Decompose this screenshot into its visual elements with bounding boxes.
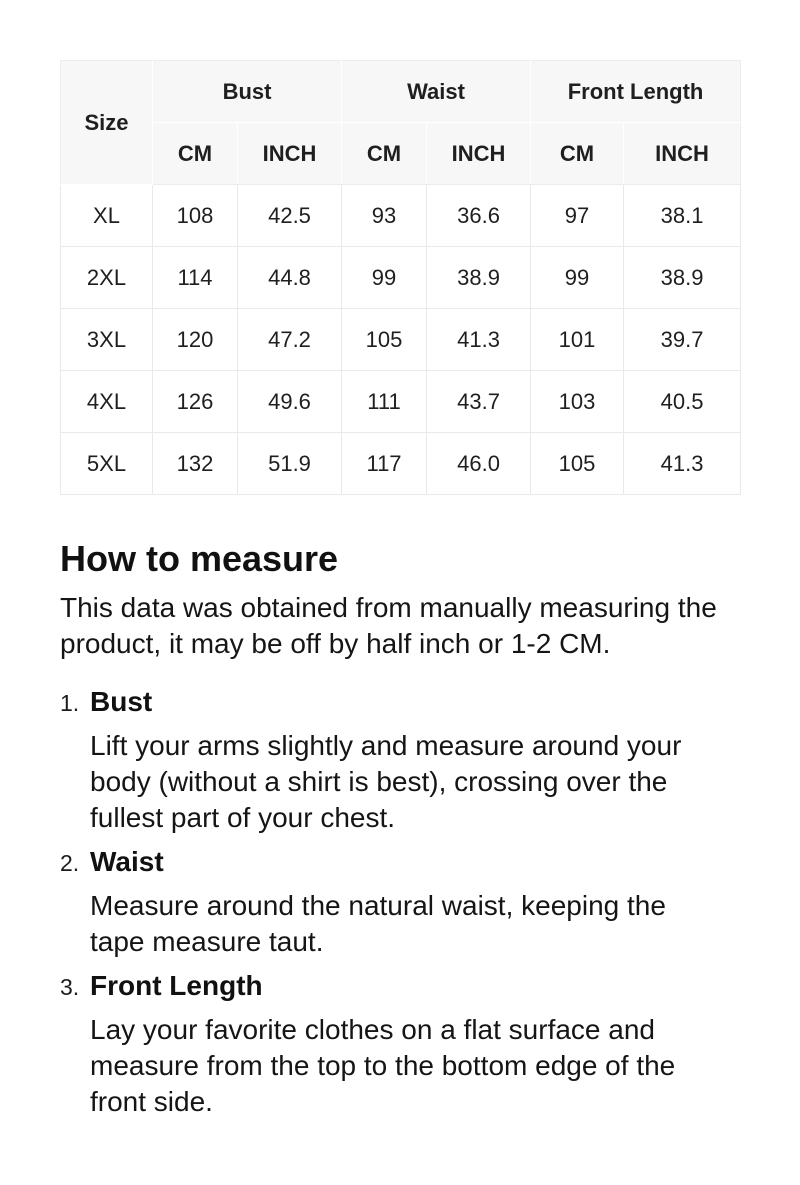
waist-cm-value: 99	[342, 247, 427, 309]
size-label: 5XL	[61, 433, 153, 495]
section-title: How to measure	[60, 538, 339, 579]
waist-cm-value: 93	[342, 185, 427, 247]
unit-header-bust-inch: INCH	[238, 123, 342, 185]
step-description: Measure around the natural waist, keeping the tape measure taut.	[90, 890, 666, 957]
step-description: Lay your favorite clothes on a flat surface and measure from the top to the bottom edge of the front side.	[90, 1014, 676, 1117]
size-chart-body	[61, 185, 741, 495]
waist-cm-value: 111	[342, 371, 427, 433]
step-number: 2.	[60, 850, 80, 876]
size-label: 3XL	[61, 309, 153, 371]
table-row-5xl	[61, 433, 741, 495]
waist-inch-value: 41.3	[427, 309, 531, 371]
unit-header-waist-inch: INCH	[427, 123, 531, 185]
bust-cm-value: 126	[153, 371, 238, 433]
front-length-cm-value: 105	[531, 433, 624, 495]
bust-cm-value: 132	[153, 433, 238, 495]
table-row-3xl	[61, 309, 741, 371]
size-chart-table	[60, 60, 741, 495]
bust-inch-value: 47.2	[238, 309, 342, 371]
front-length-cm-value: 99	[531, 247, 624, 309]
step-title: Bust	[90, 686, 153, 717]
table-row-2xl	[61, 247, 741, 309]
size-column-header: Size	[61, 61, 153, 185]
size-label: 4XL	[61, 371, 153, 433]
step-description: Lift your arms slightly and measure around your body (without a shirt is best), crossing over the fullest part of your chest.	[90, 730, 682, 833]
unit-header-waist-cm: CM	[342, 123, 427, 185]
front-length-cm-value: 101	[531, 309, 624, 371]
bust-inch-value: 44.8	[238, 247, 342, 309]
how-to-measure-section	[60, 537, 740, 1120]
measure-step-bust	[60, 684, 740, 836]
step-number: 1.	[60, 690, 80, 716]
bust-cm-value: 120	[153, 309, 238, 371]
bust-cm-value: 108	[153, 185, 238, 247]
waist-inch-value: 46.0	[427, 433, 531, 495]
table-row-4xl	[61, 371, 741, 433]
bust-inch-value: 51.9	[238, 433, 342, 495]
front-length-inch-value: 40.5	[624, 371, 741, 433]
bust-inch-value: 49.6	[238, 371, 342, 433]
waist-inch-value: 36.6	[427, 185, 531, 247]
waist-cm-value: 117	[342, 433, 427, 495]
group-header-waist: Waist	[342, 61, 531, 123]
unit-header-bust-cm: CM	[153, 123, 238, 185]
bust-inch-value: 42.5	[238, 185, 342, 247]
step-number: 3.	[60, 974, 80, 1000]
measure-step-waist	[60, 844, 740, 960]
waist-inch-value: 43.7	[427, 371, 531, 433]
unit-header-front-length-inch: INCH	[624, 123, 741, 185]
front-length-inch-value: 39.7	[624, 309, 741, 371]
size-chart-header	[61, 61, 741, 185]
front-length-inch-value: 38.9	[624, 247, 741, 309]
front-length-cm-value: 103	[531, 371, 624, 433]
step-title: Waist	[90, 846, 164, 877]
group-header-front-length: Front Length	[531, 61, 741, 123]
step-title: Front Length	[90, 970, 263, 1001]
unit-header-front-length-cm: CM	[531, 123, 624, 185]
group-header-bust: Bust	[153, 61, 342, 123]
bust-cm-value: 114	[153, 247, 238, 309]
waist-inch-value: 38.9	[427, 247, 531, 309]
front-length-inch-value: 38.1	[624, 185, 741, 247]
measure-steps-list	[60, 684, 740, 1120]
measure-disclaimer-text: This data was obtained from manually measuring the product, it may be off by half inch or 1-2 CM.	[60, 592, 717, 659]
size-label: 2XL	[61, 247, 153, 309]
table-row-xl	[61, 185, 741, 247]
measure-step-front-length	[60, 968, 740, 1120]
size-label: XL	[61, 185, 153, 247]
waist-cm-value: 105	[342, 309, 427, 371]
front-length-cm-value: 97	[531, 185, 624, 247]
front-length-inch-value: 41.3	[624, 433, 741, 495]
